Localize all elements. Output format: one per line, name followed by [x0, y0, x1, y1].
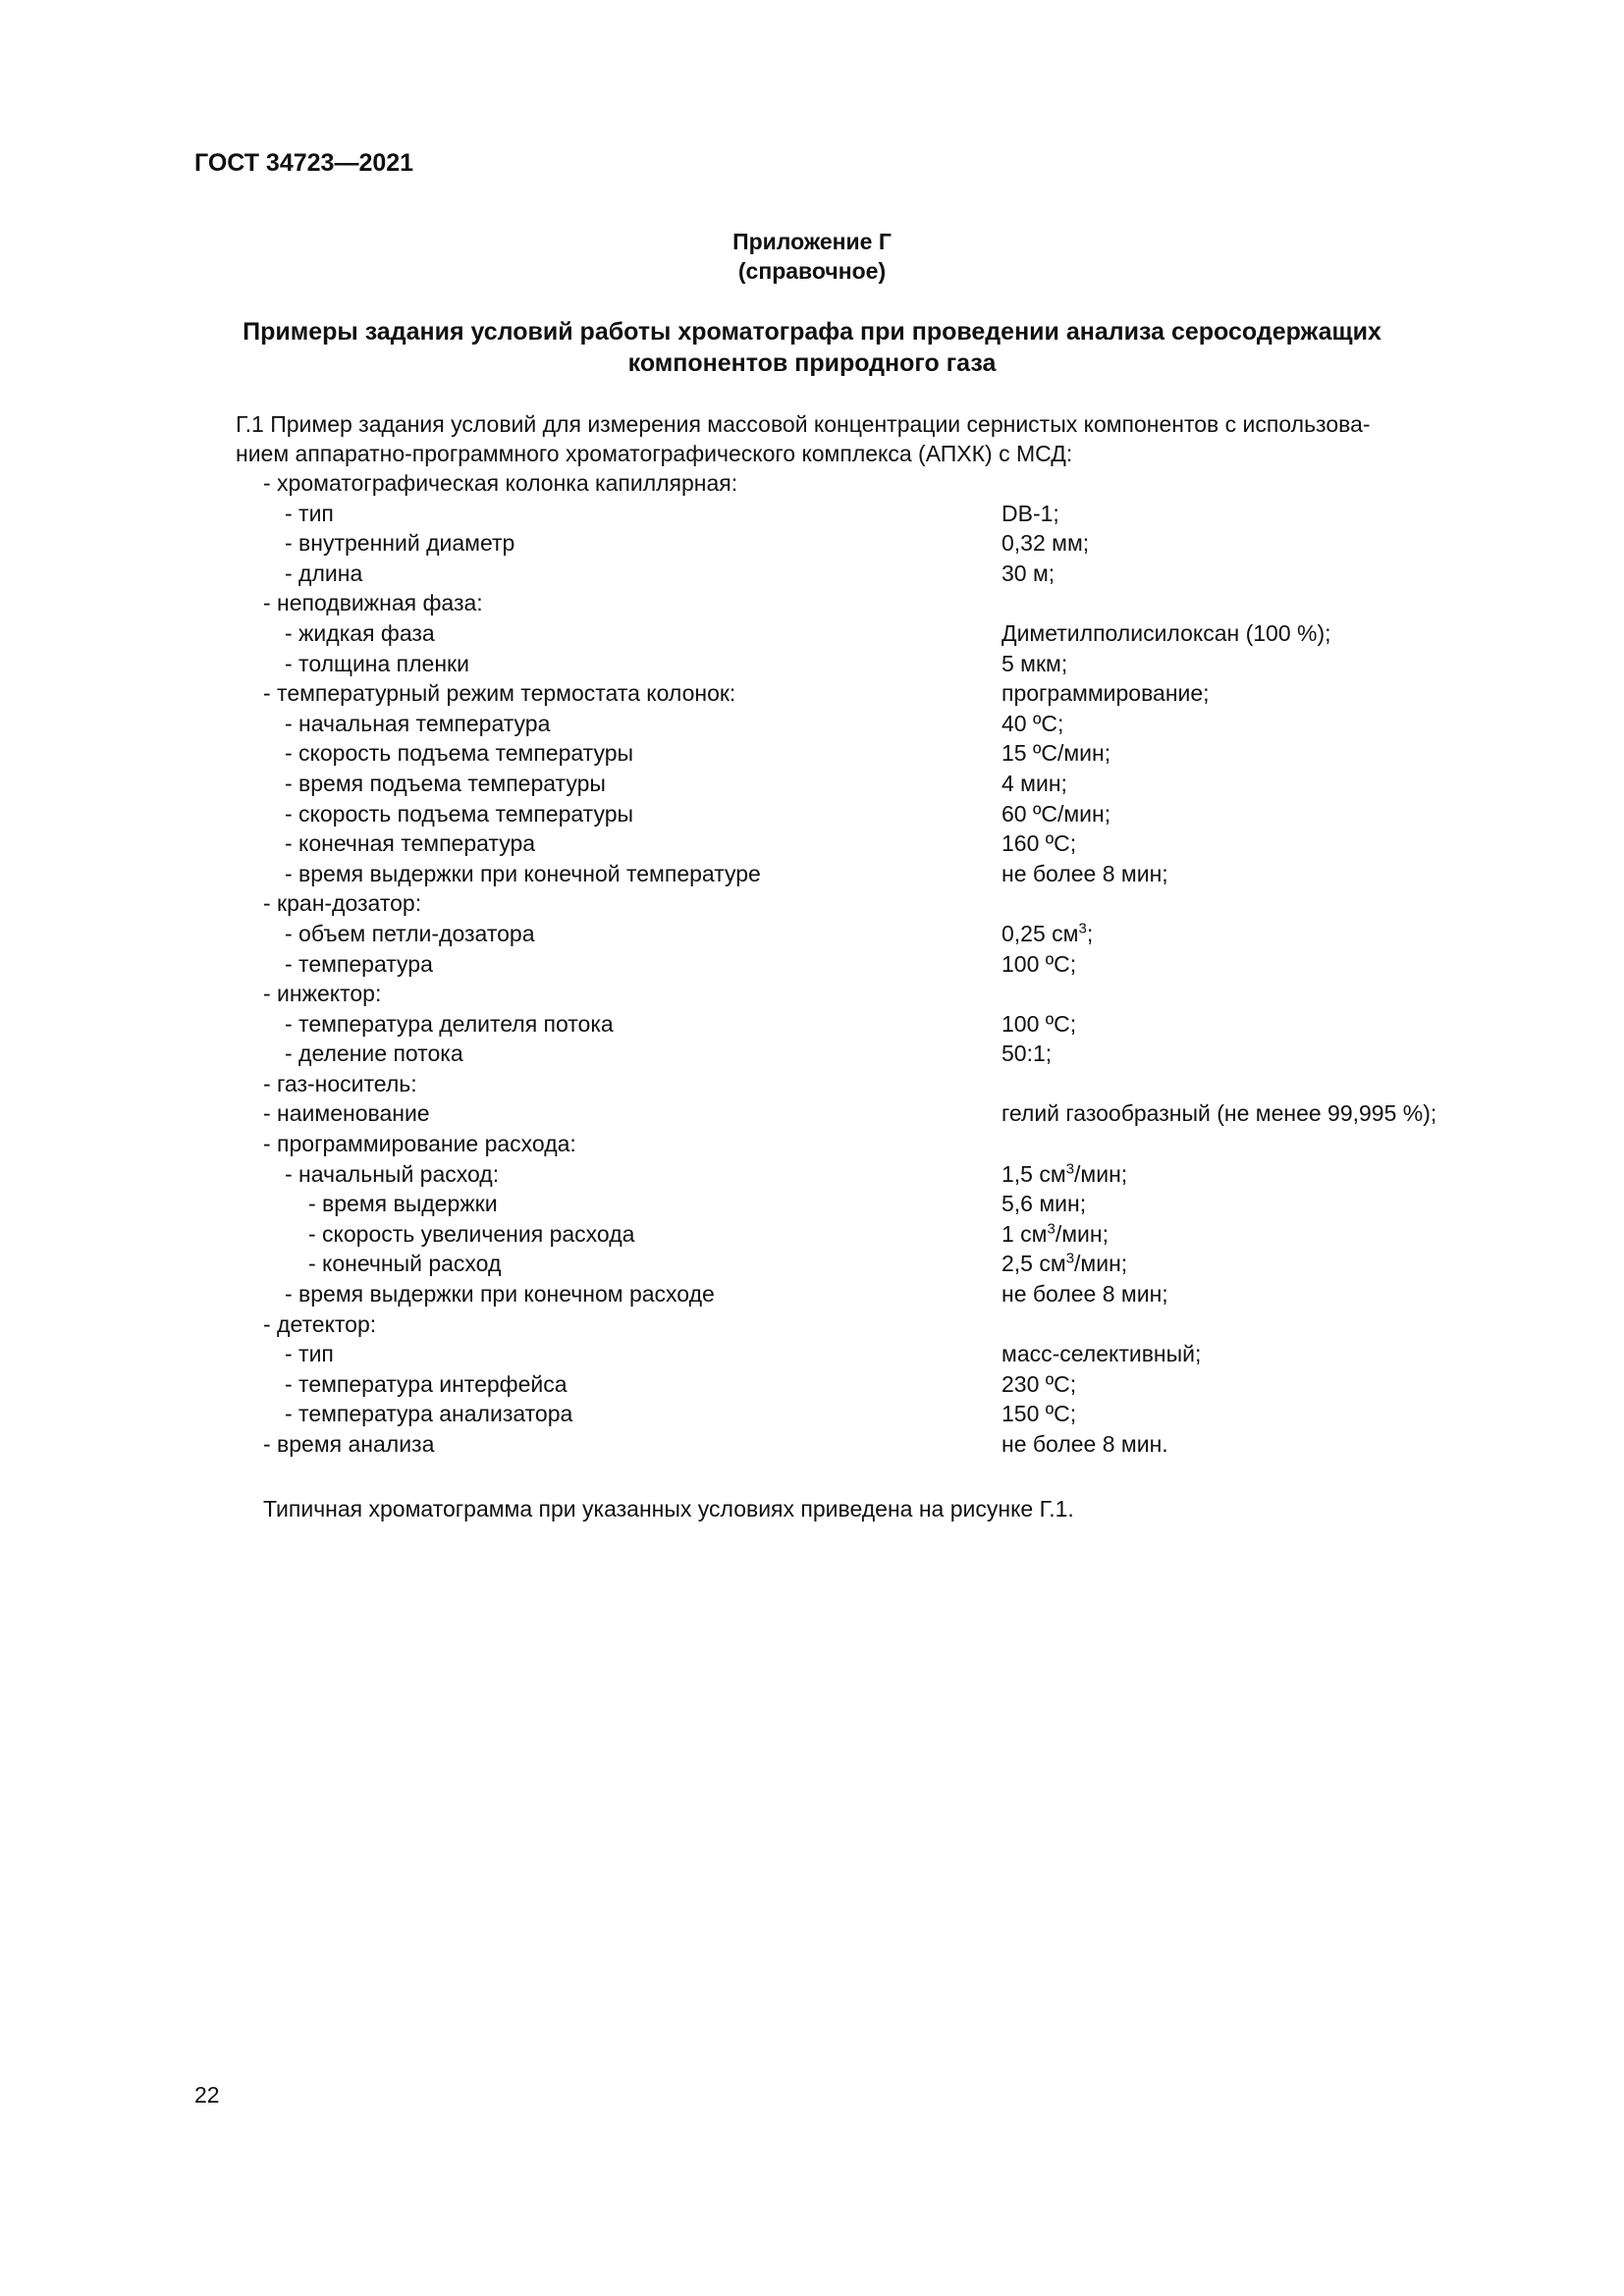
condition-value: [1001, 1369, 1076, 1400]
condition-value-text: 50:1;: [1001, 1041, 1053, 1067]
condition-row: [0, 859, 1624, 889]
condition-value-suffix: /мин;: [1055, 1220, 1109, 1247]
condition-label: - внутренний диаметр: [285, 530, 515, 557]
condition-value: [1001, 1039, 1052, 1069]
condition-row: [0, 769, 1624, 799]
condition-value: [1001, 919, 1093, 949]
condition-value-text: 160 ºС;: [1001, 830, 1077, 857]
condition-value-text: 30 м;: [1001, 560, 1056, 586]
note-paragraph: Типичная хроматограмма при указанных условиях приведена на рисунке Г.1.: [263, 1496, 1074, 1522]
condition-value: [1001, 1339, 1201, 1369]
condition-label: - начальная температура: [285, 710, 551, 736]
condition-value: [1001, 618, 1331, 649]
condition-value-text: гелий газообразный (не менее 99,995 %);: [1001, 1100, 1437, 1127]
condition-row: [0, 949, 1624, 980]
condition-row: [0, 1189, 1624, 1219]
condition-row: [0, 499, 1624, 529]
condition-value-superscript: 3: [1065, 1250, 1075, 1267]
condition-row: [0, 678, 1624, 709]
condition-value-text: не более 8 мин;: [1001, 1281, 1168, 1308]
condition-label: - температура интерфейса: [285, 1370, 568, 1397]
condition-row: [0, 709, 1624, 739]
condition-label: - время подъема температуры: [285, 770, 606, 796]
condition-row: [0, 1249, 1624, 1279]
condition-label: - температура делителя потока: [285, 1010, 614, 1037]
condition-value-text: 230 ºС;: [1001, 1370, 1077, 1397]
condition-label: - инжектор:: [263, 981, 382, 1007]
condition-label: - температурный режим термостата колонок:: [263, 680, 736, 707]
condition-value: [1001, 559, 1055, 589]
condition-label: - детектор:: [263, 1310, 377, 1337]
condition-label: - толщина пленки: [285, 650, 469, 676]
condition-value-text: Диметилполисилоксан (100 %);: [1001, 619, 1331, 646]
condition-value-superscript: 3: [1047, 1220, 1056, 1238]
condition-value-text: 40 ºС;: [1001, 710, 1064, 736]
condition-value: [1001, 1249, 1127, 1279]
condition-label: - время анализа: [263, 1431, 435, 1457]
condition-value-text: не более 8 мин;: [1001, 860, 1168, 886]
condition-row: [0, 828, 1624, 859]
condition-row: [0, 1098, 1624, 1129]
condition-row: [0, 559, 1624, 589]
condition-row: [0, 1129, 1624, 1159]
section-title-line-1: Примеры задания условий работы хроматографа при проведении анализа серосодержащих: [243, 318, 1381, 346]
condition-row: [0, 979, 1624, 1009]
condition-value: [1001, 1009, 1076, 1040]
condition-row: [0, 1039, 1624, 1069]
condition-value-text: программирование;: [1001, 680, 1210, 707]
page-number: 22: [194, 2082, 220, 2108]
condition-row: [0, 1069, 1624, 1099]
condition-row: [0, 1339, 1624, 1369]
condition-row: [0, 618, 1624, 649]
condition-value-text: 0,32 мм;: [1001, 530, 1090, 557]
condition-label: - тип: [285, 1341, 334, 1367]
condition-value: [1001, 799, 1110, 829]
condition-label: - скорость подъема температуры: [285, 740, 634, 767]
condition-label: - хроматографическая колонка капиллярная:: [263, 470, 738, 496]
condition-label: - время выдержки при конечной температуре: [285, 860, 761, 886]
condition-value-text: DB-1;: [1001, 500, 1059, 526]
condition-row: [0, 919, 1624, 949]
condition-label: - наименование: [263, 1100, 430, 1127]
condition-label: - время выдержки: [308, 1191, 498, 1217]
condition-label: - длина: [285, 560, 363, 586]
condition-value: [1001, 649, 1067, 679]
condition-row: [0, 738, 1624, 769]
condition-value: [1001, 859, 1168, 889]
condition-value-text: 1 см: [1001, 1220, 1048, 1247]
appendix-type: (справочное): [737, 258, 887, 284]
section-title: [196, 316, 1428, 379]
condition-label: - конечный расход: [308, 1251, 502, 1277]
section-title-line-2: компонентов природного газа: [627, 349, 997, 377]
appendix-label: Приложение Г: [732, 229, 892, 254]
condition-value-superscript: 3: [1078, 920, 1087, 937]
condition-value-superscript: 3: [1065, 1160, 1075, 1177]
condition-value: [1001, 1098, 1436, 1129]
condition-value: [1001, 709, 1063, 739]
condition-value: [1001, 1429, 1168, 1460]
conditions-list: [0, 468, 1624, 1460]
condition-label: - температура анализатора: [285, 1401, 573, 1427]
condition-row: [0, 1279, 1624, 1309]
condition-value: [1001, 769, 1067, 799]
condition-label: - программирование расхода:: [263, 1131, 576, 1157]
condition-label: - начальный расход:: [285, 1160, 500, 1187]
condition-label: - конечная температура: [285, 830, 536, 857]
condition-value-text: 2,5 см: [1001, 1251, 1066, 1277]
condition-label: - скорость увеличения расхода: [308, 1220, 635, 1247]
condition-value-text: 5,6 мин;: [1001, 1191, 1087, 1217]
condition-row: [0, 528, 1624, 559]
intro-paragraph-line-1: Г.1 Пример задания условий для измерения массовой концентрации сернистых компонентов с использова-: [236, 411, 1371, 437]
condition-label: - газ-носитель:: [263, 1070, 417, 1096]
condition-value-text: 1,5 см: [1001, 1160, 1066, 1187]
condition-label: - тип: [285, 500, 334, 526]
condition-value: [1001, 1279, 1168, 1309]
condition-label: - скорость подъема температуры: [285, 800, 634, 827]
condition-label: - кран-дозатор:: [263, 890, 422, 917]
condition-value: [1001, 1189, 1086, 1219]
condition-value-text: 100 ºС;: [1001, 1010, 1077, 1037]
condition-row: [0, 1159, 1624, 1190]
condition-value-text: не более 8 мин.: [1001, 1431, 1168, 1457]
condition-row: [0, 468, 1624, 499]
condition-row: [0, 1399, 1624, 1429]
condition-value-suffix: ;: [1086, 920, 1094, 946]
condition-value-text: 150 ºС;: [1001, 1401, 1077, 1427]
condition-value: [1001, 1219, 1109, 1250]
condition-label: - неподвижная фаза:: [263, 590, 483, 616]
condition-row: [0, 1009, 1624, 1040]
condition-label: - деление потока: [285, 1041, 463, 1067]
condition-row: [0, 1429, 1624, 1460]
condition-value: [1001, 1399, 1076, 1429]
condition-label: - время выдержки при конечном расходе: [285, 1281, 715, 1308]
condition-value-text: 60 ºС/мин;: [1001, 800, 1111, 827]
condition-value-text: 4 мин;: [1001, 770, 1067, 796]
condition-row: [0, 888, 1624, 919]
intro-paragraph-line-2: нием аппаратно-программного хроматографического комплекса (АПХК) с МСД:: [236, 441, 1073, 466]
condition-row: [0, 649, 1624, 679]
condition-value: [1001, 828, 1076, 859]
condition-row: [0, 1309, 1624, 1340]
condition-value-text: 5 мкм;: [1001, 650, 1068, 676]
condition-value-suffix: /мин;: [1074, 1160, 1128, 1187]
condition-label: - объем петли-дозатора: [285, 920, 535, 946]
condition-value: [1001, 1159, 1127, 1190]
condition-value-text: 100 ºС;: [1001, 950, 1077, 977]
document-code: ГОСТ 34723—2021: [194, 149, 414, 177]
condition-value: [1001, 949, 1076, 980]
appendix-heading: [0, 227, 1624, 286]
condition-value-suffix: /мин;: [1074, 1251, 1128, 1277]
condition-row: [0, 588, 1624, 618]
condition-row: [0, 1219, 1624, 1250]
condition-value-text: 15 ºС/мин;: [1001, 740, 1111, 767]
condition-value: [1001, 499, 1059, 529]
condition-row: [0, 1369, 1624, 1400]
condition-value-text: 0,25 см: [1001, 920, 1079, 946]
condition-label: - жидкая фаза: [285, 619, 435, 646]
condition-value: [1001, 738, 1110, 769]
condition-value: [1001, 678, 1210, 709]
condition-label: - температура: [285, 950, 433, 977]
condition-value-text: масс-селективный;: [1001, 1341, 1202, 1367]
condition-row: [0, 799, 1624, 829]
condition-value: [1001, 528, 1089, 559]
